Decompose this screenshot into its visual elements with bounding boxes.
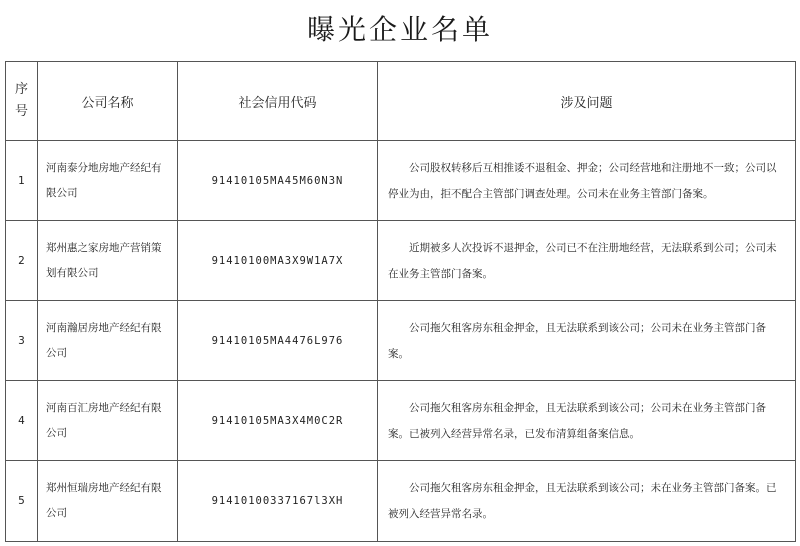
header-seq [6, 62, 38, 141]
header-company: 公司名称 [38, 62, 178, 141]
header-seq-line1: 序 [14, 82, 28, 97]
row-issue: 公司拖欠租客房东租金押金，且无法联系到该公司；公司未在业务主管部门备案。 [378, 301, 796, 381]
row-seq: 4 [6, 381, 38, 461]
table-row [6, 301, 796, 381]
table-header-row [6, 62, 796, 141]
row-company: 郑州恒瑞房地产经纪有限公司 [38, 461, 178, 542]
row-seq: 3 [6, 301, 38, 381]
row-company: 郑州惠之家房地产营销策划有限公司 [38, 221, 178, 301]
table-row [6, 141, 796, 221]
row-company: 河南泰分地房地产经纪有限公司 [38, 141, 178, 221]
header-seq-line2: 号 [14, 104, 28, 119]
exposure-table [5, 61, 796, 542]
row-code: 91410100337167l3XH [178, 461, 378, 542]
row-company: 河南瀚居房地产经纪有限公司 [38, 301, 178, 381]
row-code: 91410105MA3X4M0C2R [178, 381, 378, 461]
table-row [6, 461, 796, 542]
table-row [6, 381, 796, 461]
row-seq: 2 [6, 221, 38, 301]
header-issue: 涉及问题 [378, 62, 796, 141]
table-row [6, 221, 796, 301]
row-issue: 公司股权转移后互相推诿不退租金、押金；公司经营地和注册地不一致；公司以停业为由，拒不配合主管部门调查处理。公司未在业务主管部门备案。 [378, 141, 796, 221]
row-seq: 1 [6, 141, 38, 221]
row-company: 河南百汇房地产经纪有限公司 [38, 381, 178, 461]
row-code: 91410105MA45M60N3N [178, 141, 378, 221]
row-code: 91410105MA4476L976 [178, 301, 378, 381]
row-issue: 公司拖欠租客房东租金押金，且无法联系到该公司；公司未在业务主管部门备案。已被列入经营异常名录，已发布清算组备案信息。 [378, 381, 796, 461]
row-seq: 5 [6, 461, 38, 542]
row-code: 91410100MA3X9W1A7X [178, 221, 378, 301]
page-title: 曝光企业名单 [306, 13, 493, 46]
row-issue: 公司拖欠租客房东租金押金，且无法联系到该公司；未在业务主管部门备案。已被列入经营异常名录。 [378, 461, 796, 542]
row-issue: 近期被多人次投诉不退押金，公司已不在注册地经营，无法联系到公司；公司未在业务主管部门备案。 [378, 221, 796, 301]
header-code: 社会信用代码 [178, 62, 378, 141]
